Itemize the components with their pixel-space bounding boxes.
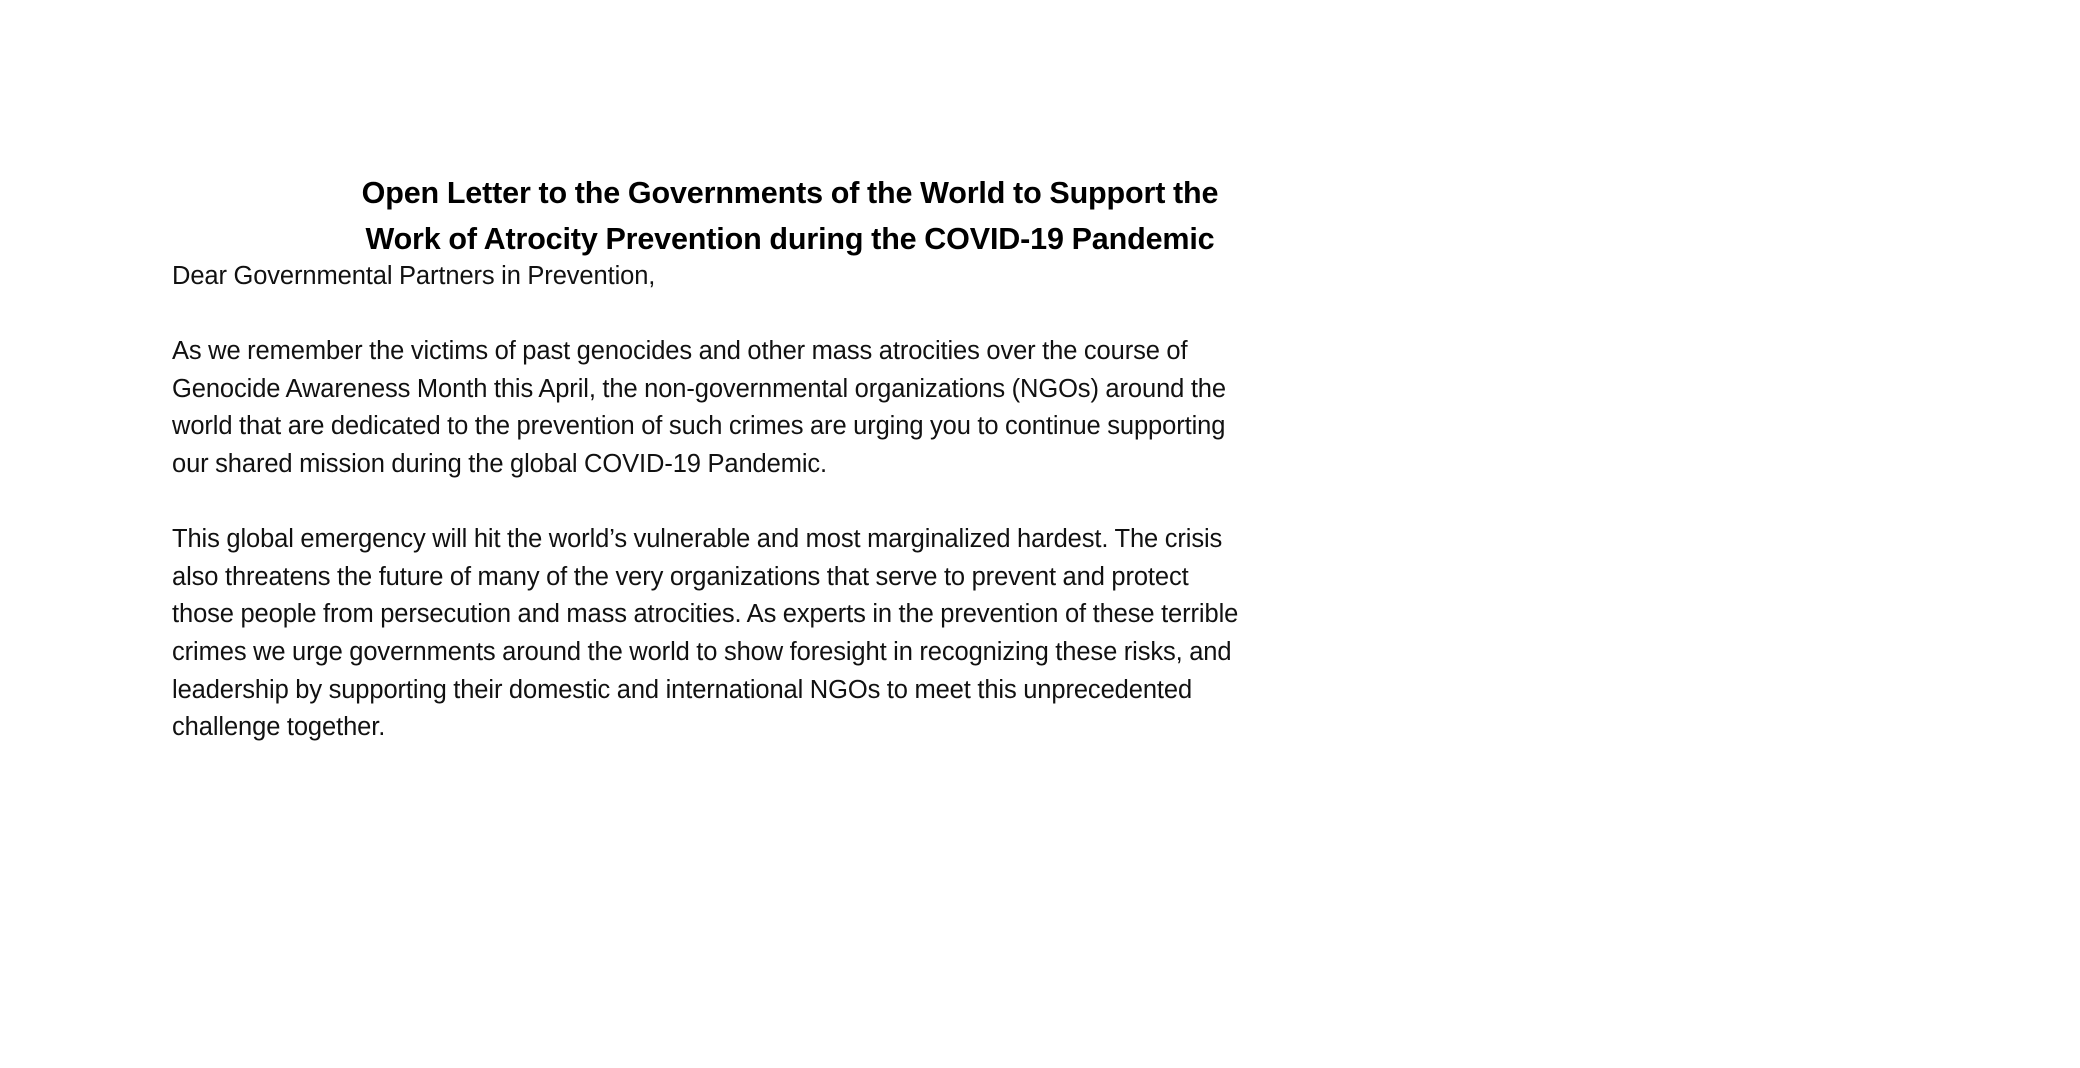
paragraph-2-line-2: also threatens the future of many of the very organizations that serve to prevent and protect <box>172 562 1189 591</box>
paragraph-2-line-3: those people from persecution and mass atrocities. As experts in the prevention of these terrible <box>172 600 1239 629</box>
salutation-line: Dear Governmental Partners in Prevention, <box>172 262 656 290</box>
paragraph-1-line-4: our shared mission during the global COVID-19 Pandemic. <box>172 449 828 478</box>
paragraph-2-line-4: crimes we urge governments around the world to show foresight in recognizing these risks, and <box>172 637 1232 666</box>
paragraph-1-line-1: As we remember the victims of past genocides and other mass atrocities over the course of <box>172 337 1188 366</box>
paragraph-2-line-5: leadership by supporting their domestic and international NGOs to meet this unprecedented <box>172 675 1193 704</box>
paragraph-2 <box>172 521 1382 747</box>
page-title-line-2: Work of Atrocity Prevention during the COVID-19 Pandemic <box>365 222 1215 257</box>
letter-body <box>172 258 1382 747</box>
paragraph-spacer <box>172 484 1382 522</box>
paragraph-2-line-1: This global emergency will hit the world’s vulnerable and most marginalized hardest. The crisis <box>172 525 1223 554</box>
paragraph-1-line-2: Genocide Awareness Month this April, the non-governmental organizations (NGOs) around the <box>172 374 1226 403</box>
page-title <box>288 170 1292 262</box>
page-title-line-1: Open Letter to the Governments of the World to Support the <box>361 176 1219 211</box>
paragraph-1 <box>172 333 1382 521</box>
paragraph-spacer <box>172 296 1382 334</box>
paragraph-2-line-6: challenge together. <box>172 713 386 742</box>
paragraph-1-line-3: world that are dedicated to the prevention of such crimes are urging you to continue supporting <box>172 412 1226 441</box>
salutation <box>172 258 1382 333</box>
